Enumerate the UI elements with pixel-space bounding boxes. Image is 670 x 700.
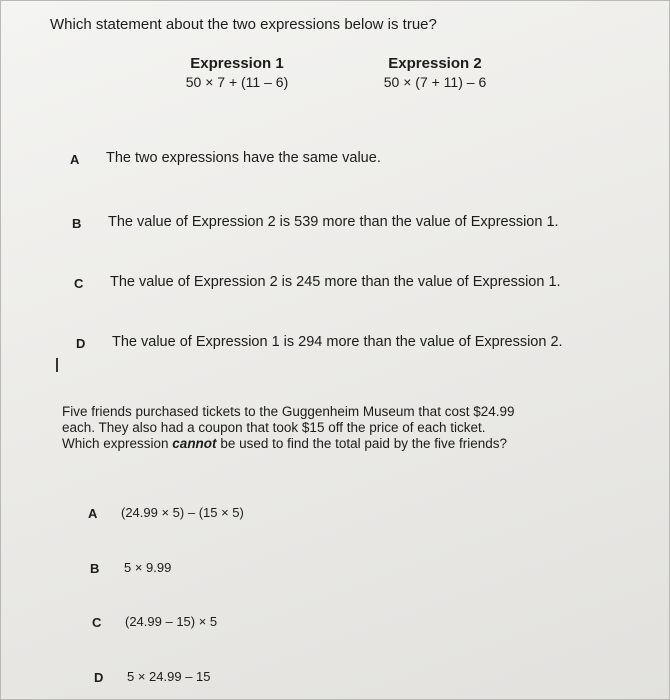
q1-option-d-text: The value of Expression 1 is 294 more than the value of Expression 2. <box>112 334 563 350</box>
question2-prompt-line3 <box>62 436 582 452</box>
question2-prompt-line2: each. They also had a coupon that took $15 off the price of each ticket. <box>62 420 486 435</box>
q1-option-b-letter: B <box>72 216 82 231</box>
question2-prompt <box>62 404 582 452</box>
q2-option-a-text: (24.99 × 5) – (15 × 5) <box>121 505 244 520</box>
q2-option-d-letter: D <box>94 670 104 685</box>
question1-prompt: Which statement about the two expressions below is true? <box>50 16 437 33</box>
q1-option-b-text: The value of Expression 2 is 539 more than the value of Expression 1. <box>108 214 559 230</box>
q2-option-b-letter: B <box>90 561 100 576</box>
q1-option-a-text: The two expressions have the same value. <box>106 150 381 166</box>
expression2 <box>370 55 500 90</box>
q1-option-c-letter: C <box>74 276 84 291</box>
expression1-body: 50 × 7 + (11 – 6) <box>185 74 289 90</box>
question2-prompt-emphasis: cannot <box>172 436 217 451</box>
q1-option-c-text: The value of Expression 2 is 245 more than the value of Expression 1. <box>110 274 561 290</box>
q2-option-c-letter: C <box>92 615 102 630</box>
question2-prompt-line3-post: be used to find the total paid by the five friends? <box>216 436 508 451</box>
q2-option-b-text: 5 × 9.99 <box>124 560 172 575</box>
expression2-body: 50 × (7 + 11) – 6 <box>383 74 487 90</box>
q1-option-d-letter: D <box>76 336 86 351</box>
expression1 <box>172 55 302 90</box>
q1-option-a-letter: A <box>70 152 80 167</box>
expression1-heading: Expression 1 <box>190 55 284 72</box>
q2-option-c-text: (24.99 – 15) × 5 <box>125 614 218 629</box>
expression2-heading: Expression 2 <box>388 55 482 72</box>
text-cursor-mark <box>56 358 58 372</box>
q2-option-a-letter: A <box>88 506 98 521</box>
question2-prompt-line1: Five friends purchased tickets to the Guggenheim Museum that cost $24.99 <box>62 404 515 419</box>
q2-option-d-text: 5 × 24.99 – 15 <box>127 669 211 684</box>
question2-prompt-line3-pre: Which expression <box>62 436 173 451</box>
